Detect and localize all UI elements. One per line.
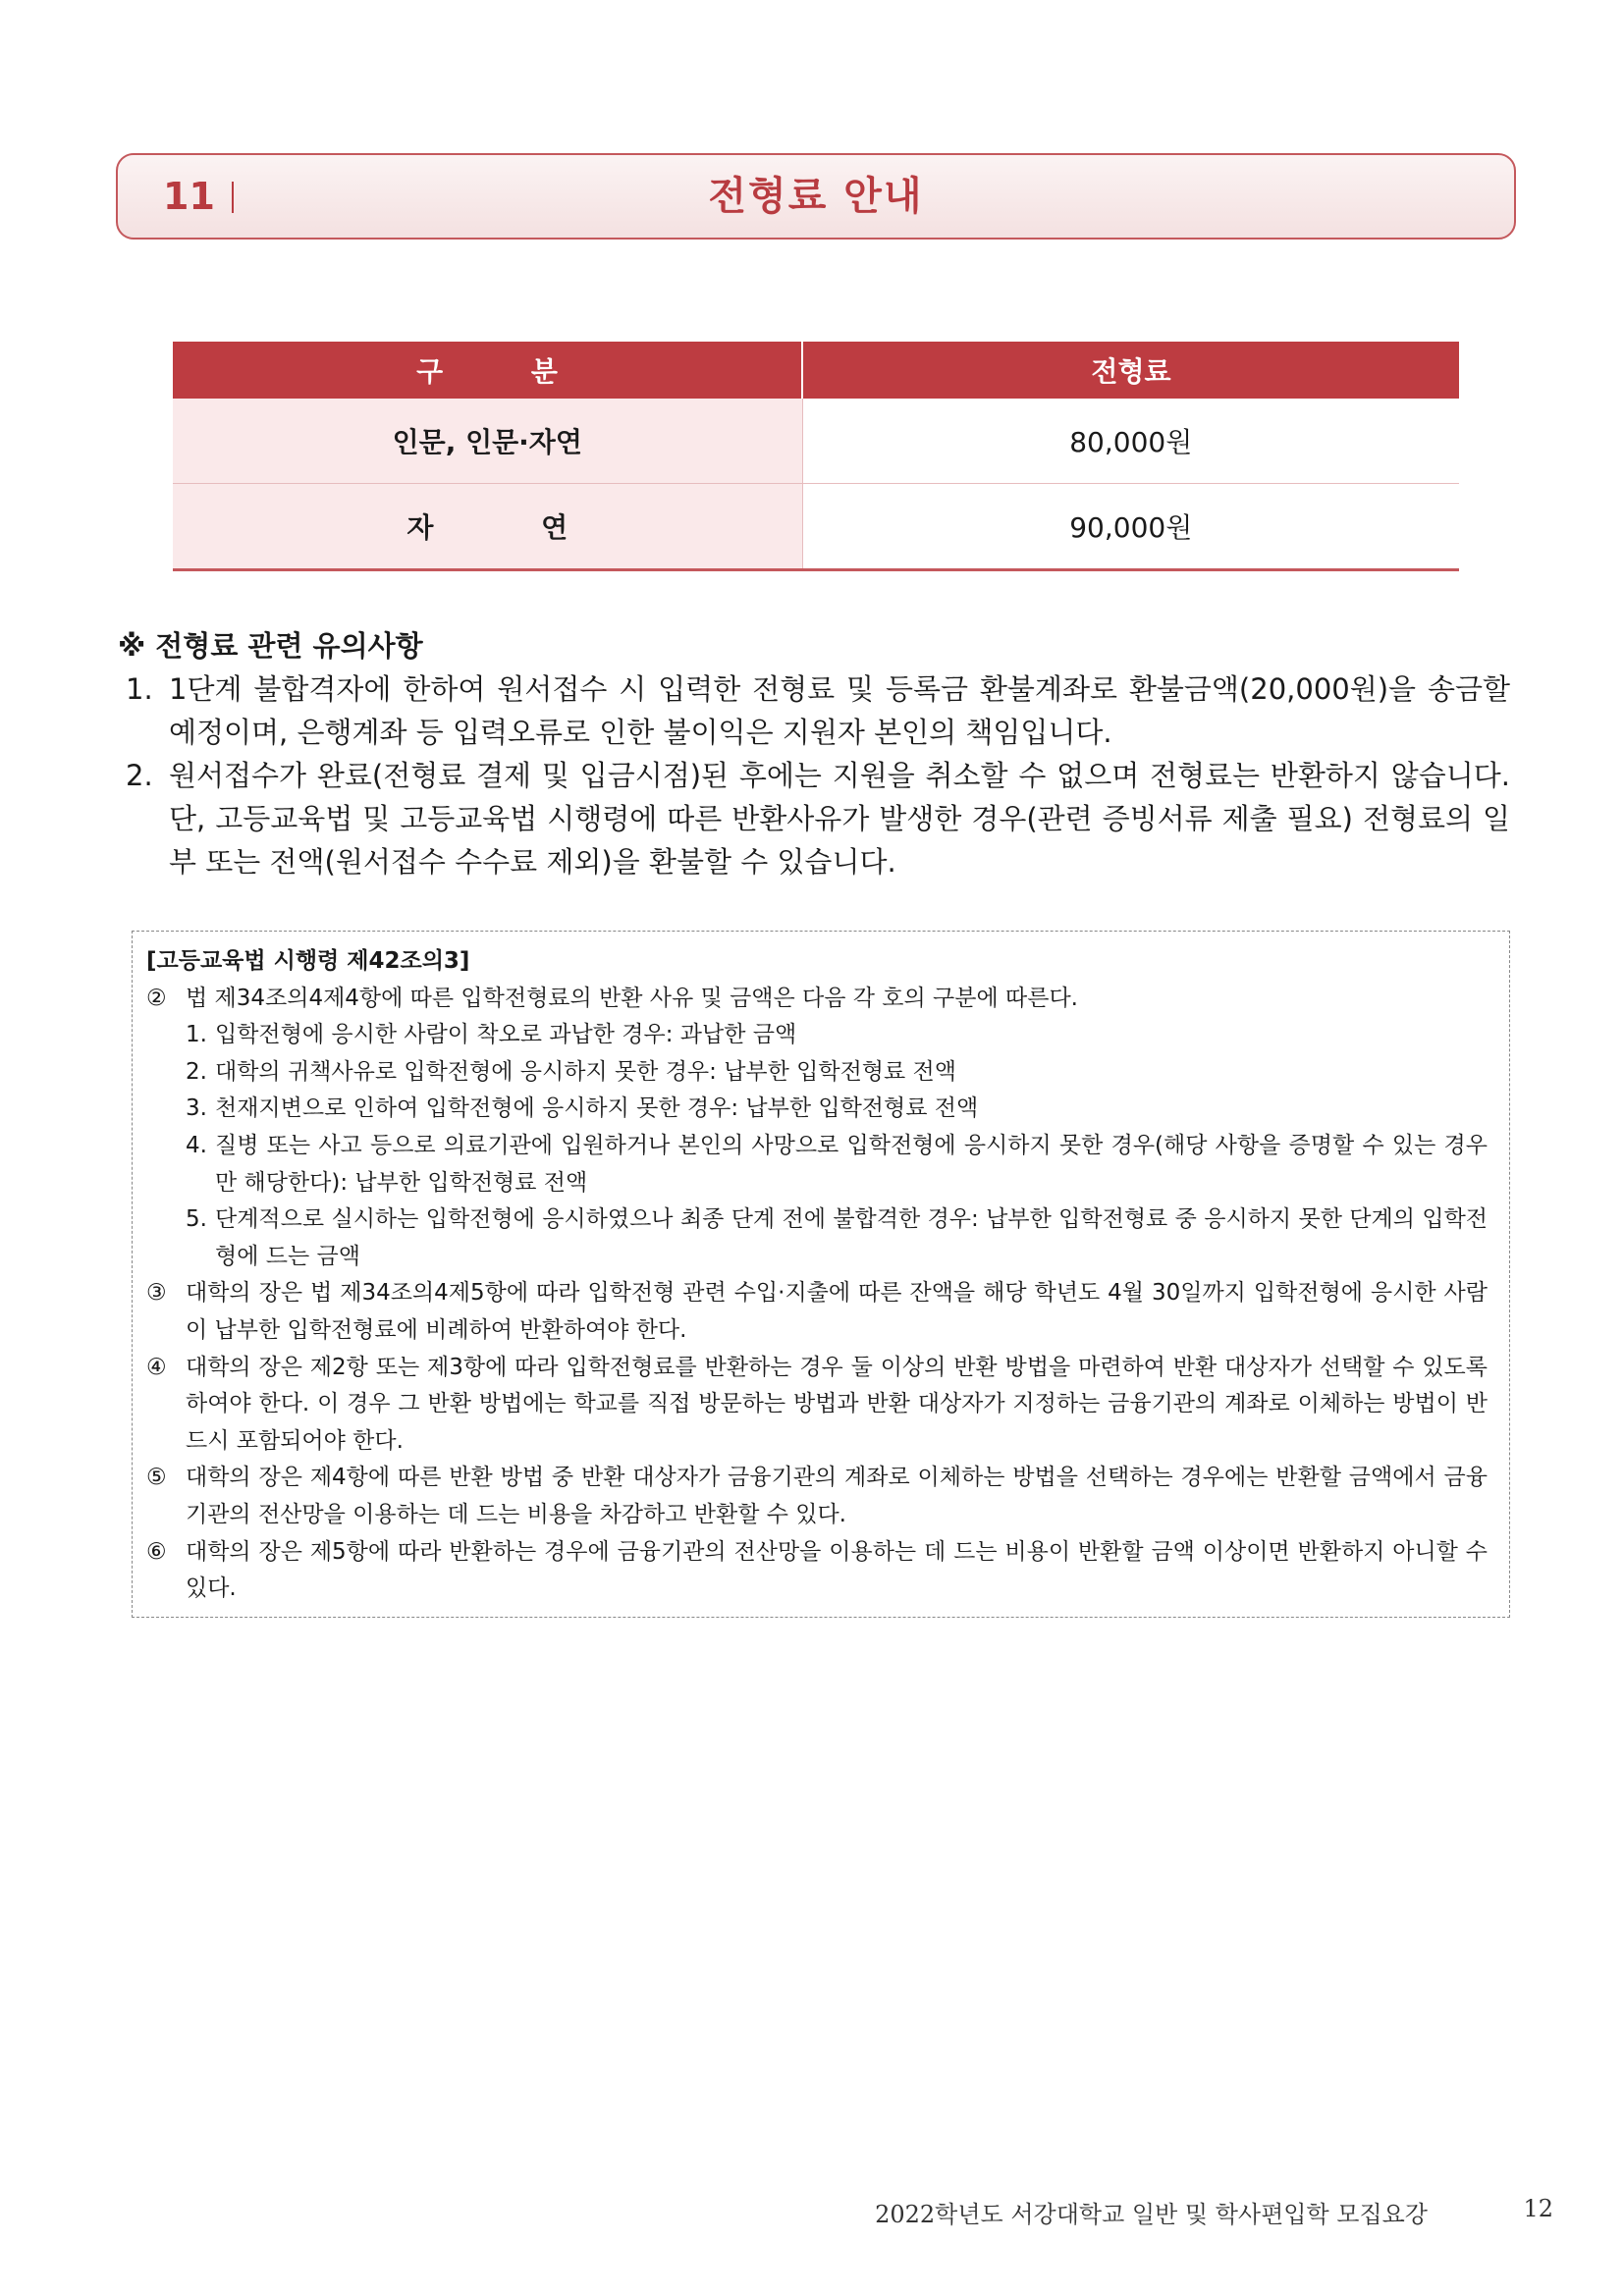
- subitem-text: 질병 또는 사고 등으로 의료기관에 입원하거나 본인의 사망으로 입학전형에 응시하지 못한 경우(해당 사항을 증명할 수 있는 경우만 해당한다): 납부한 입학전형료 전액: [215, 1132, 1488, 1196]
- paragraph-mark: ⑥: [146, 1538, 167, 1565]
- fee-table-header-row: [173, 342, 1459, 399]
- notes-title: ※ 전형료 관련 유의사항: [118, 629, 423, 663]
- law-paragraph: [146, 1275, 1488, 1349]
- law-excerpt-box: [132, 931, 1510, 1618]
- law-paragraph: [146, 1460, 1488, 1533]
- paragraph-text: 대학의 장은 제2항 또는 제3항에 따라 입학전형료를 반환하는 경우 둘 이상의 반환 방법을 마련하여 반환 대상자가 선택할 수 있도록 하여야 한다. 이 경우 그 반환 방법에는 학교를 직접 방문하는 방법과 반환 대상자가 지정하는 금융기관의 계좌로 이체하는 방법이 반드시 포함되어야 한다.: [186, 1354, 1488, 1454]
- subitem-number: 1.: [186, 1022, 207, 1048]
- row-fee: 80,000원: [802, 399, 1459, 484]
- section-title: 전형료 안내: [708, 174, 924, 219]
- subitem-text: 천재지변으로 인하여 입학전형에 응시하지 못한 경우: 납부한 입학전형료 전액: [215, 1095, 979, 1122]
- law-subitem: [146, 1128, 1488, 1201]
- list-item: [126, 667, 1510, 754]
- paragraph-text: 대학의 장은 제5항에 따라 반환하는 경우에 금융기관의 전산망을 이용하는 데 드는 비용이 반환할 금액 이상이면 반환하지 아니할 수 있다.: [186, 1538, 1488, 1602]
- section-header: [116, 153, 1516, 240]
- subitem-text: 대학의 귀책사유로 입학전형에 응시하지 못한 경우: 납부한 입학전형료 전액: [215, 1058, 956, 1085]
- paragraph-mark: ④: [146, 1354, 167, 1380]
- table-row: [173, 399, 1459, 484]
- subitem-number: 4.: [186, 1132, 207, 1158]
- paragraph-text: 대학의 장은 법 제34조의4제5항에 따라 입학전형 관련 수입·지출에 따른 잔액을 해당 학년도 4월 30일까지 입학전형에 응시한 사람이 납부한 입학전형료에 비례하여 반환하여야 한다.: [186, 1280, 1488, 1343]
- header-category: 구 분: [173, 342, 802, 399]
- table-row: [173, 484, 1459, 570]
- subitem-number: 3.: [186, 1095, 207, 1122]
- note-text: 원서접수가 완료(전형료 결제 및 입금시점)된 후에는 지원을 취소할 수 없으며 전형료는 반환하지 않습니다. 단, 고등교육법 및 고등교육법 시행령에 따른 반환사유가 발생한 경우(관련 증빙서류 제출 필요) 전형료의 일부 또는 전액(원서접수 수수료 제외)을 환불할 수 있습니다.: [169, 759, 1510, 879]
- paragraph-text: 법 제34조의4제4항에 따른 입학전형료의 반환 사유 및 금액은 다음 각 호의 구분에 따른다.: [186, 985, 1078, 1011]
- section-number: 11: [163, 175, 215, 218]
- fee-table: [173, 342, 1459, 571]
- note-text: 1단계 불합격자에 한하여 원서접수 시 입력한 전형료 및 등록금 환불계좌로 환불금액(20,000원)을 송금할 예정이며, 은행계좌 등 입력오류로 인한 불이익은 지원자 본인의 책임입니다.: [169, 672, 1510, 749]
- subitem-number: 5.: [186, 1206, 207, 1233]
- paragraph-text: 대학의 장은 제4항에 따른 반환 방법 중 반환 대상자가 금융기관의 계좌로 이체하는 방법을 선택하는 경우에는 반환할 금액에서 금융기관의 전산망을 이용하는 데 드는 비용을 차감하고 반환할 수 있다.: [186, 1465, 1488, 1527]
- footer-text: 2022학년도 서강대학교 일반 및 학사편입학 모집요강: [875, 2201, 1428, 2228]
- law-paragraph: [146, 1350, 1488, 1461]
- law-paragraph: [146, 981, 1488, 1018]
- subitem-text: 입학전형에 응시한 사람이 착오로 과납한 경우: 과납한 금액: [215, 1022, 797, 1048]
- paragraph-mark: ③: [146, 1280, 167, 1307]
- note-number: 1.: [126, 672, 153, 706]
- law-title: [고등교육법 시행령 제42조의3]: [146, 948, 470, 974]
- law-subitem: [146, 1201, 1488, 1275]
- law-subitem: [146, 1054, 1488, 1092]
- row-category: 인문, 인문·자연: [173, 399, 802, 484]
- law-subitem: [146, 1017, 1488, 1054]
- paragraph-mark: ⑤: [146, 1465, 167, 1491]
- header-fee: 전형료: [802, 342, 1459, 399]
- subitem-number: 2.: [186, 1058, 207, 1085]
- paragraph-mark: ②: [146, 985, 167, 1011]
- subitem-text: 단계적으로 실시하는 입학전형에 응시하였으나 최종 단계 전에 불합격한 경우: 납부한 입학전형료 중 응시하지 못한 단계의 입학전형에 드는 금액: [215, 1206, 1488, 1269]
- note-number: 2.: [126, 759, 153, 792]
- page-number: 12: [1523, 2195, 1553, 2222]
- law-paragraph: [146, 1534, 1488, 1608]
- row-category: 자 연: [406, 511, 618, 544]
- row-fee: 90,000원: [802, 484, 1459, 570]
- law-subitem: [146, 1091, 1488, 1128]
- notes-list: [126, 667, 1510, 883]
- list-item: [126, 754, 1510, 883]
